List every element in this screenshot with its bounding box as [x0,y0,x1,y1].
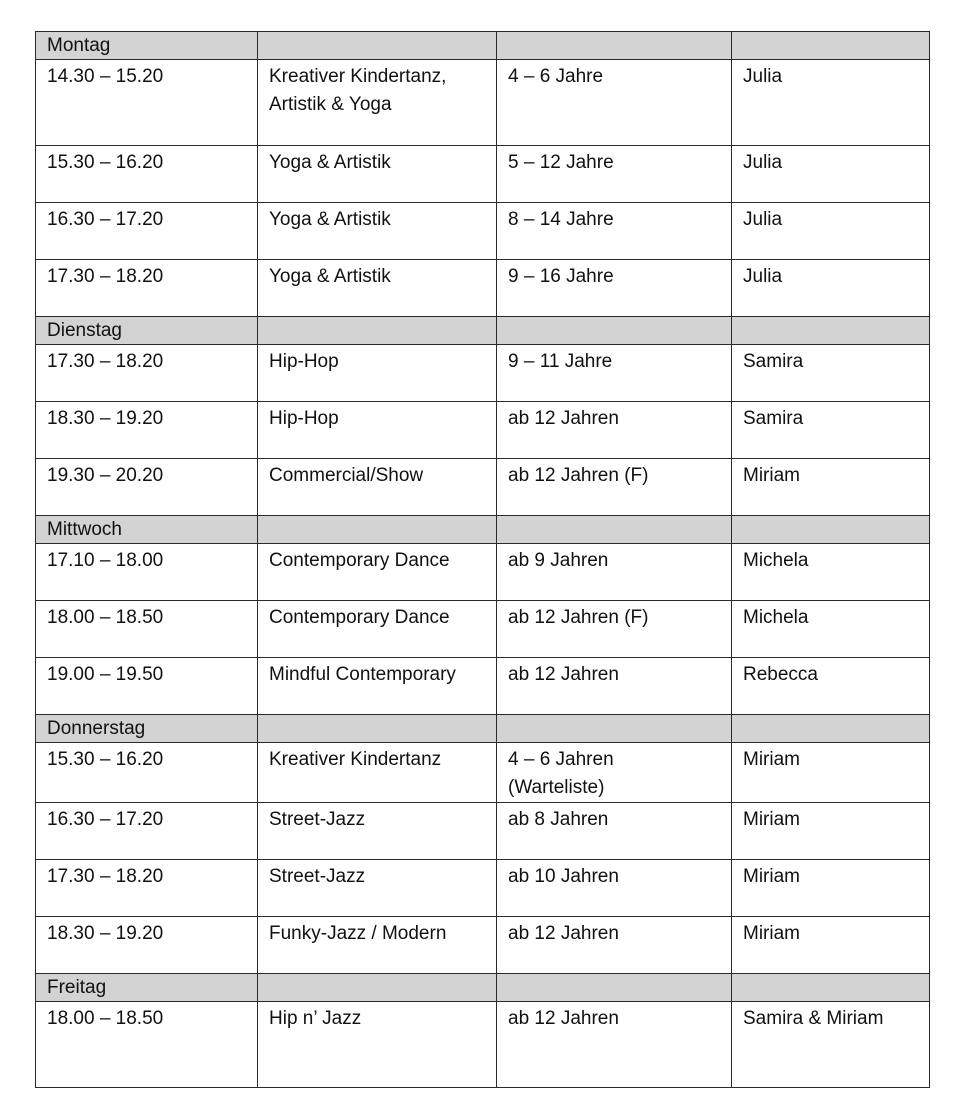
course-age-cell: ab 12 Jahren [497,658,732,715]
course-course-cell: Contemporary Dance [258,544,497,601]
course-time-cell: 17.10 – 18.00 [36,544,258,601]
course-course-cell: Kreativer Kindertanz, Artistik & Yoga [258,60,497,146]
day-name: Montag [36,32,258,60]
day-header-empty-cell [497,317,732,345]
course-teacher-cell: Miriam [732,803,930,860]
course-teacher-cell: Miriam [732,743,930,803]
course-age-cell: 8 – 14 Jahre [497,203,732,260]
course-course-cell: Street-Jazz [258,803,497,860]
course-teacher-cell: Miriam [732,917,930,974]
course-time-cell: 18.00 – 18.50 [36,601,258,658]
course-row [36,1002,930,1088]
course-age-cell: 4 – 6 Jahren (Warteliste) [497,743,732,803]
course-time-cell: 19.00 – 19.50 [36,658,258,715]
course-teacher-cell: Rebecca [732,658,930,715]
course-age-cell: ab 12 Jahren (F) [497,601,732,658]
day-header-empty-cell [732,317,930,345]
day-name: Donnerstag [36,715,258,743]
course-row [36,402,930,459]
course-age-cell: ab 8 Jahren [497,803,732,860]
course-time-cell: 16.30 – 17.20 [36,203,258,260]
course-time-cell: 16.30 – 17.20 [36,803,258,860]
course-row [36,203,930,260]
course-time-cell: 15.30 – 16.20 [36,146,258,203]
course-course-cell: Mindful Contemporary [258,658,497,715]
course-course-cell: Contemporary Dance [258,601,497,658]
course-time-cell: 17.30 – 18.20 [36,345,258,402]
course-time-cell: 17.30 – 18.20 [36,860,258,917]
course-age-cell: ab 10 Jahren [497,860,732,917]
course-time-cell: 19.30 – 20.20 [36,459,258,516]
course-age-cell: 9 – 11 Jahre [497,345,732,402]
course-age-cell: ab 12 Jahren [497,917,732,974]
day-header-empty-cell [497,516,732,544]
course-row [36,917,930,974]
course-age-cell: ab 12 Jahren [497,1002,732,1088]
course-time-cell: 15.30 – 16.20 [36,743,258,803]
course-teacher-cell: Julia [732,260,930,317]
day-name: Freitag [36,974,258,1002]
course-teacher-cell: Samira [732,345,930,402]
course-course-cell: Yoga & Artistik [258,146,497,203]
day-header-empty-cell [258,317,497,345]
course-age-cell: 5 – 12 Jahre [497,146,732,203]
course-course-cell: Commercial/Show [258,459,497,516]
day-header-row [36,974,930,1002]
course-time-cell: 18.00 – 18.50 [36,1002,258,1088]
course-teacher-cell: Michela [732,601,930,658]
course-row [36,743,930,803]
day-header-row [36,516,930,544]
course-age-cell: 4 – 6 Jahre [497,60,732,146]
course-teacher-cell: Michela [732,544,930,601]
course-course-cell: Hip-Hop [258,402,497,459]
schedule-table [35,31,930,1088]
schedule-body [36,32,930,1088]
day-header-row [36,32,930,60]
course-course-cell: Funky-Jazz / Modern [258,917,497,974]
day-header-row [36,317,930,345]
course-time-cell: 18.30 – 19.20 [36,917,258,974]
course-teacher-cell: Julia [732,146,930,203]
course-row [36,803,930,860]
course-age-cell: ab 12 Jahren [497,402,732,459]
day-header-row [36,715,930,743]
day-header-empty-cell [258,974,497,1002]
course-teacher-cell: Samira [732,402,930,459]
course-course-cell: Hip n’ Jazz [258,1002,497,1088]
day-header-empty-cell [497,974,732,1002]
course-teacher-cell: Samira & Miriam [732,1002,930,1088]
course-teacher-cell: Julia [732,60,930,146]
day-header-empty-cell [258,32,497,60]
course-time-cell: 17.30 – 18.20 [36,260,258,317]
course-age-cell: ab 12 Jahren (F) [497,459,732,516]
course-course-cell: Yoga & Artistik [258,203,497,260]
day-header-empty-cell [497,32,732,60]
course-teacher-cell: Julia [732,203,930,260]
course-course-cell: Yoga & Artistik [258,260,497,317]
course-row [36,345,930,402]
course-row [36,658,930,715]
course-age-cell: 9 – 16 Jahre [497,260,732,317]
day-name: Dienstag [36,317,258,345]
course-teacher-cell: Miriam [732,459,930,516]
course-age-cell: ab 9 Jahren [497,544,732,601]
day-header-empty-cell [258,516,497,544]
course-row [36,860,930,917]
day-header-empty-cell [732,974,930,1002]
day-header-empty-cell [258,715,497,743]
day-header-empty-cell [732,516,930,544]
day-header-empty-cell [732,32,930,60]
day-header-empty-cell [732,715,930,743]
course-row [36,146,930,203]
course-course-cell: Street-Jazz [258,860,497,917]
course-course-cell: Kreativer Kindertanz [258,743,497,803]
course-time-cell: 18.30 – 19.20 [36,402,258,459]
course-row [36,601,930,658]
course-course-cell: Hip-Hop [258,345,497,402]
course-row [36,459,930,516]
course-row [36,544,930,601]
day-header-empty-cell [497,715,732,743]
course-teacher-cell: Miriam [732,860,930,917]
course-row [36,60,930,146]
course-time-cell: 14.30 – 15.20 [36,60,258,146]
day-name: Mittwoch [36,516,258,544]
course-row [36,260,930,317]
